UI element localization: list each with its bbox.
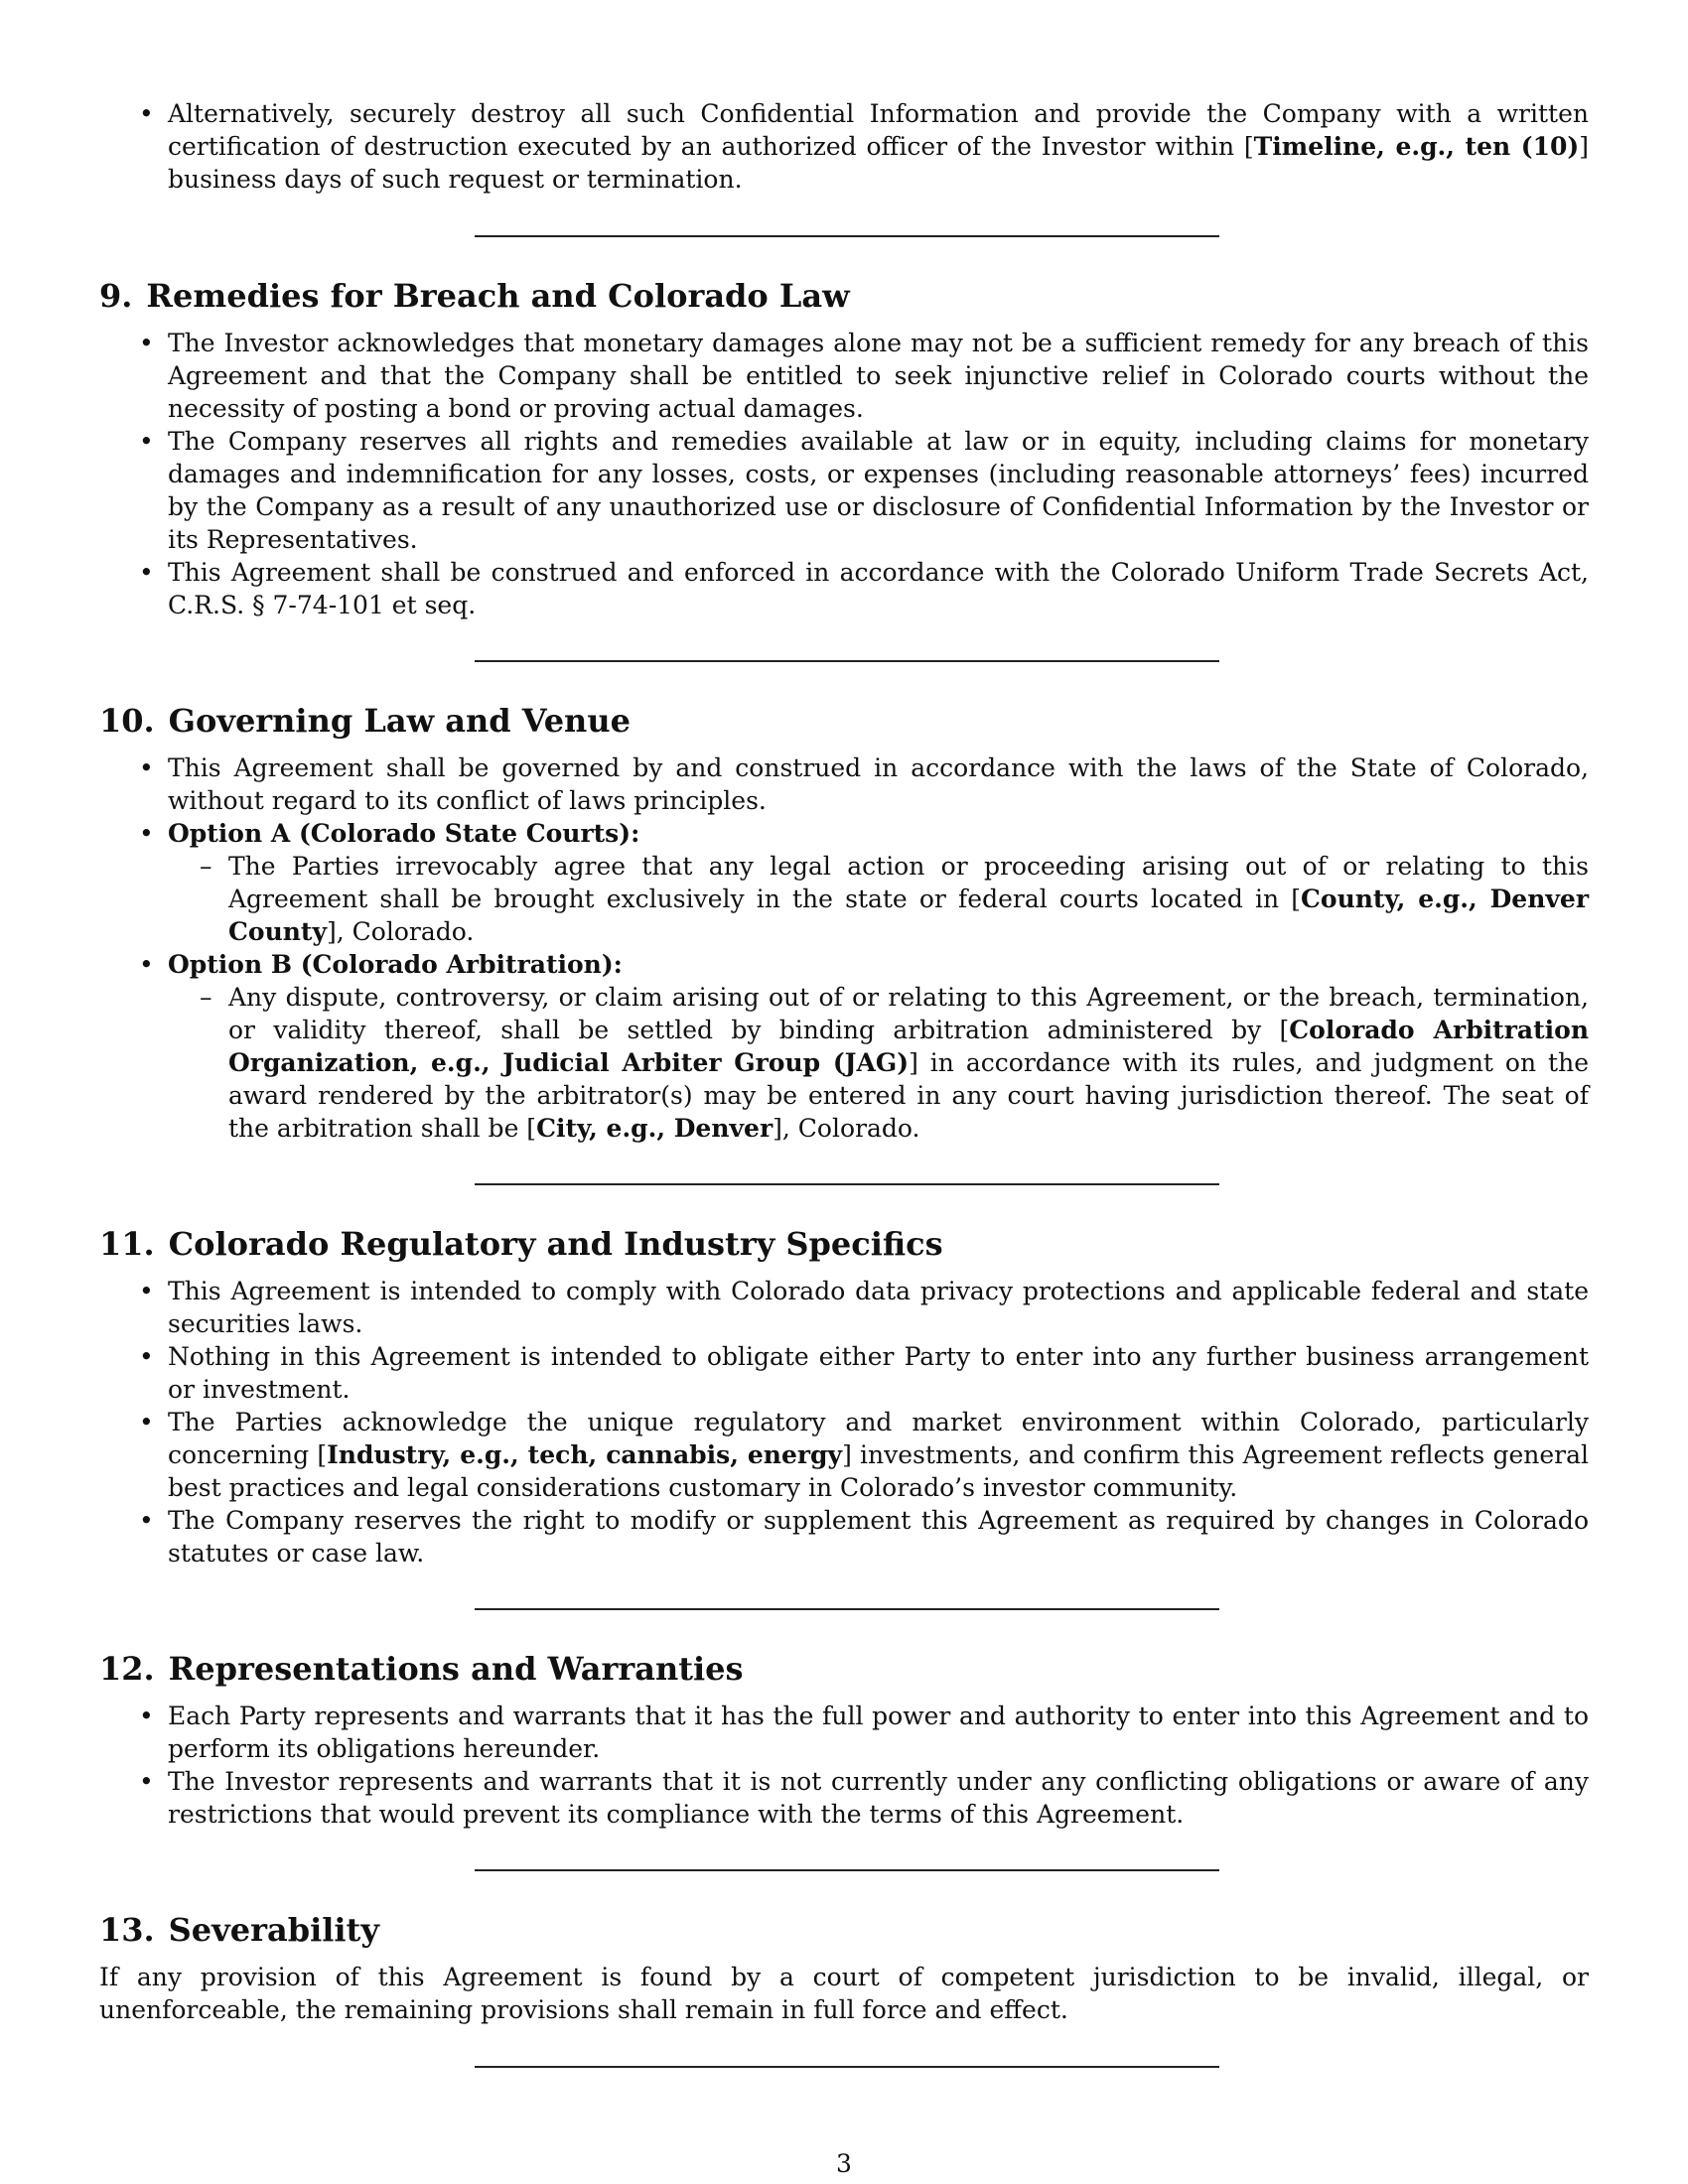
section-divider xyxy=(475,1183,1219,1185)
list-item xyxy=(99,948,1589,1145)
list-item: • Each Party represents and warrants that it has the full power and authority to enter into this Agreement and to perform its obligations hereunder. xyxy=(99,1700,1589,1765)
section-heading: 9. Remedies for Breach and Colorado Law xyxy=(99,277,850,315)
section-heading: 12. Representations and Warranties xyxy=(99,1650,744,1688)
option-a-label: Option A (Colorado State Courts): xyxy=(168,819,640,848)
list-item: • This Agreement shall be governed by and construed in accordance with the laws of the State of Colorado, without regard to its conflict of laws principles. xyxy=(99,751,1589,817)
list-item: • This Agreement shall be construed and enforced in accordance with the Colorado Uniform Trade Secrets Act, C.R.S. § 7-74-101 et seq. xyxy=(99,556,1589,621)
placeholder-industry: Industry, e.g., tech, cannabis, energy xyxy=(327,1440,843,1469)
list-item: • The Company reserves all rights and remedies available at law or in equity, including claims for monetary damages and indemnification for any losses, costs, or expenses (including reasonable attorneys’ fees) incurred by the Company as a result of any unauthorized use or disclosure of Confidential Information by the Investor or its Representatives. xyxy=(99,425,1589,556)
list-item: • Alternatively, securely destroy all such Confidential Information and provide the Company with a written certification of destruction executed by an authorized officer of the Investor within [Timeline, e.g., ten (10)] business days of such request or termination. xyxy=(99,97,1589,196)
section-11-list xyxy=(99,1275,1589,1570)
option-a-sublist xyxy=(168,850,1589,948)
placeholder-county: County, e.g., Denver County xyxy=(228,885,1589,946)
list-item: • The Company reserves the right to modify or supplement this Agreement as required by changes in Colorado statutes or case law. xyxy=(99,1504,1589,1570)
list-item: • The Investor represents and warrants that it is not currently under any conflicting obligations or aware of any restrictions that would prevent its compliance with the terms of this Agreement. xyxy=(99,1765,1589,1831)
section-heading: 13. Severability xyxy=(99,1911,379,1949)
list-item: • The Parties acknowledge the unique regulatory and market environment within Colorado, particularly concerning [Industry, e.g., tech, cannabis, energy] investments, and confirm this Agreement reflects general best practices and legal considerations customary in Colorado’s investor community. xyxy=(99,1406,1589,1504)
option-b-sublist xyxy=(168,981,1589,1145)
section-9-list xyxy=(99,327,1589,621)
section-divider xyxy=(475,660,1219,662)
placeholder-timeline: Timeline, e.g., ten (10) xyxy=(1253,132,1580,161)
section-divider xyxy=(475,1608,1219,1610)
sub-list-item: – Any dispute, controversy, or claim arising out of or relating to this Agreement, or the breach, termination, or validity thereof, shall be settled by binding arbitration administered by [Colorado Arbitration Organization, e.g., Judicial Arbiter Group (JAG)] in accordance with its rules, and judgment on the award rendered by the arbitrator(s) may be entered in any court having jurisdiction thereof. The seat of the arbitration shall be [City, e.g., Denver], Colorado. xyxy=(168,981,1589,1145)
document-page xyxy=(99,97,1589,2068)
list-item: • This Agreement is intended to comply with Colorado data privacy protections and applicable federal and state securities laws. xyxy=(99,1275,1589,1340)
list-item: • Nothing in this Agreement is intended to obligate either Party to enter into any further business arrangement or investment. xyxy=(99,1340,1589,1406)
section-heading: 10. Governing Law and Venue xyxy=(99,702,631,740)
section-10-list xyxy=(99,751,1589,1145)
sub-list-item: – The Parties irrevocably agree that any legal action or proceeding arising out of or relating to this Agreement shall be brought exclusively in the state or federal courts located in [County, e.g., Denver County], Colorado. xyxy=(168,850,1589,948)
section-heading: 11. Colorado Regulatory and Industry Specifics xyxy=(99,1225,943,1263)
list-item xyxy=(99,817,1589,948)
section-12-list xyxy=(99,1700,1589,1831)
section-divider xyxy=(475,2066,1219,2068)
severability-paragraph: If any provision of this Agreement is found by a court of competent jurisdiction to be invalid, illegal, or unenforceable, the remaining provisions shall remain in full force and effect. xyxy=(99,1963,1589,2024)
list-item: • The Investor acknowledges that monetary damages alone may not be a sufficient remedy for any breach of this Agreement and that the Company shall be entitled to seek injunctive relief in Colorado courts without the necessity of posting a bond or proving actual damages. xyxy=(99,327,1589,425)
option-b-label: Option B (Colorado Arbitration): xyxy=(168,950,623,979)
placeholder-city: City, e.g., Denver xyxy=(536,1114,774,1143)
page-number: 3 xyxy=(836,2149,852,2178)
placeholder-arbitration-org: Colorado Arbitration Organization, e.g., Judicial Arbiter Group (JAG) xyxy=(228,1016,1589,1077)
section-divider xyxy=(475,1869,1219,1871)
section-divider xyxy=(475,235,1219,237)
section-8-list xyxy=(99,97,1589,196)
